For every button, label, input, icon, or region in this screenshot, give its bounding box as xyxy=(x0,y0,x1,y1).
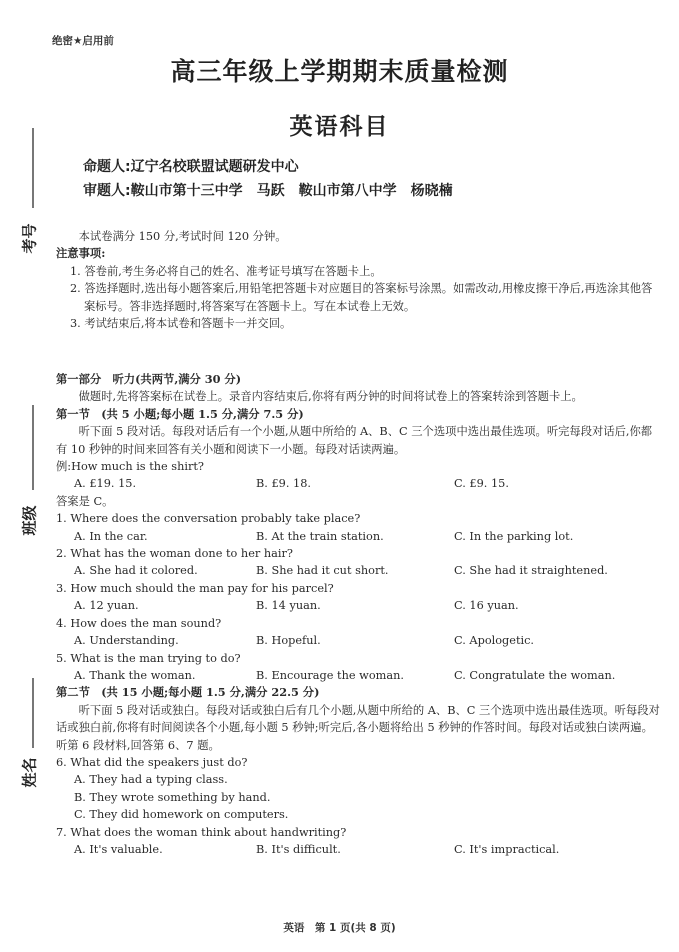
option-b: B. It's difficult. xyxy=(256,842,341,856)
subject-title: 英语科目 xyxy=(289,114,390,140)
exam-number-label: 考号 xyxy=(20,223,39,254)
note-3: 3. 考试结束后,将本试卷和答题卡一并交回。 xyxy=(70,317,292,331)
question-4: 4. How does the man sound? xyxy=(56,616,222,630)
example-answer: 答案是 C。 xyxy=(56,494,114,508)
option-c: C. She had it straightened. xyxy=(454,564,608,578)
question-1: 1. Where does the conversation probably take place? xyxy=(56,512,361,526)
question-3: 3. How much should the man pay for his parcel? xyxy=(56,581,334,595)
page-footer: 英语 第 1 页(共 8 页) xyxy=(283,922,396,934)
option-a: A. Understanding. xyxy=(74,634,179,648)
question-7: 7. What does the woman think about handwriting? xyxy=(56,825,347,839)
question-1-options xyxy=(56,528,662,545)
option-c: C. Congratulate the woman. xyxy=(454,668,616,682)
section1-instruction: 听下面 5 段对话。每段对话后有一个小题,从题中所给的 A、B、C 三个选项中选出最佳选项。听完每段对话后,你都有 10 秒钟的时间来回答有关小题和阅读下一小题。每段对话读两遍。 xyxy=(56,425,653,456)
question-3-options xyxy=(56,597,662,614)
intro-block xyxy=(56,228,662,332)
class-label: 班级 xyxy=(20,505,39,536)
authors-block xyxy=(83,155,467,203)
class-field[interactable] xyxy=(10,405,46,545)
author-line: 命题人:辽宁名校联盟试题研发中心 xyxy=(83,159,299,175)
reviewer-name-2: 杨晓楠 xyxy=(410,183,453,199)
score-time-text: 本试卷满分 150 分,考试时间 120 分钟。 xyxy=(78,230,287,243)
option-c: C. They did homework on computers. xyxy=(74,808,289,822)
option-c: C. It's impractical. xyxy=(454,842,560,856)
section2-instruction: 听下面 5 段对话或独白。每段对话或独白后有几个小题,从题中所给的 A、B、C 三个选项中选出最佳选项。听每段对话或独白前,你将有时间阅读各个小题,每小题 5 秒钟;听完后,各小题将给出 5 秒钟的作答时间。每段对话或独白读两遍。 xyxy=(56,703,660,735)
material-6-note: 听第 6 段材料,回答第 6、7 题。 xyxy=(56,738,220,752)
option-b: B. 14 yuan. xyxy=(256,599,321,613)
option-b: B. She had it cut short. xyxy=(256,564,389,578)
name-label: 姓名 xyxy=(20,757,39,788)
section2-heading: 第二节 (共 15 小题;每小题 1.5 分,满分 22.5 分) xyxy=(56,685,320,700)
option-a: A. They had a typing class. xyxy=(74,773,228,787)
name-field[interactable] xyxy=(10,678,46,798)
reviewer-line xyxy=(83,179,467,203)
option-b: B. At the train station. xyxy=(256,529,384,543)
question-6: 6. What did the speakers just do? xyxy=(56,755,248,769)
option-a: A. In the car. xyxy=(74,529,148,543)
question-7-options xyxy=(56,841,662,858)
part1-instruction: 做题时,先将答案标在试卷上。录音内容结束后,你将有两分钟的时间将试卷上的答案转涂到答题卡上。 xyxy=(78,390,583,404)
question-2-options xyxy=(56,562,662,579)
reviewer-name-1: 马跃 xyxy=(256,183,285,199)
reviewer-label: 审题人: xyxy=(83,183,131,199)
question-4-options xyxy=(56,632,662,649)
option-a: A. Thank the woman. xyxy=(74,668,196,682)
exam-title: 高三年级上学期期末质量检测 xyxy=(170,57,509,86)
option-b: B. Encourage the woman. xyxy=(256,668,404,682)
example-question: 例:How much is the shirt? xyxy=(56,460,204,474)
class-underline xyxy=(32,405,34,490)
question-5: 5. What is the man trying to do? xyxy=(56,651,241,665)
option-c: C. 16 yuan. xyxy=(454,599,519,613)
confidential-mark: 绝密★启用前 xyxy=(52,35,114,47)
option-b: B. They wrote something by hand. xyxy=(74,790,271,804)
option-c: C. Apologetic. xyxy=(454,634,535,648)
exam-number-underline xyxy=(32,128,34,208)
question-2: 2. What has the woman done to her hair? xyxy=(56,547,293,561)
note-2: 2. 答选择题时,选出每小题答案后,用铅笔把答题卡对应题目的答案标号涂黑。如需改动,用橡皮擦干净后,再选涂其他答案标号。答非选择题时,将答案写在答题卡上。写在本试卷上无效。 xyxy=(70,282,653,313)
name-underline xyxy=(32,678,34,748)
example-options xyxy=(56,475,662,492)
reviewer-school-2: 鞍山市第八中学 xyxy=(298,183,397,199)
option-a: A. It's valuable. xyxy=(74,842,163,856)
notes-title: 注意事项: xyxy=(56,246,106,261)
option-a: A. She had it colored. xyxy=(74,564,198,578)
option-b: B. Hopeful. xyxy=(256,634,321,648)
example-option-c: C. £9. 15. xyxy=(454,477,509,491)
exam-number-field[interactable] xyxy=(10,128,46,268)
example-option-b: B. £9. 18. xyxy=(256,477,312,491)
note-1: 1. 答卷前,考生务必将自己的姓名、准考证号填写在答题卡上。 xyxy=(70,264,382,278)
option-c: C. In the parking lot. xyxy=(454,529,574,543)
question-6-options xyxy=(56,771,662,823)
example-option-a: A. £19. 15. xyxy=(74,477,137,491)
part1-block xyxy=(56,371,662,858)
question-5-options xyxy=(56,667,662,684)
reviewer-school-1: 鞍山市第十三中学 xyxy=(130,183,243,199)
option-a: A. 12 yuan. xyxy=(74,599,139,613)
section1-heading: 第一节 (共 5 小题;每小题 1.5 分,满分 7.5 分) xyxy=(56,406,304,421)
part1-heading: 第一部分 听力(共两节,满分 30 分) xyxy=(56,372,242,386)
